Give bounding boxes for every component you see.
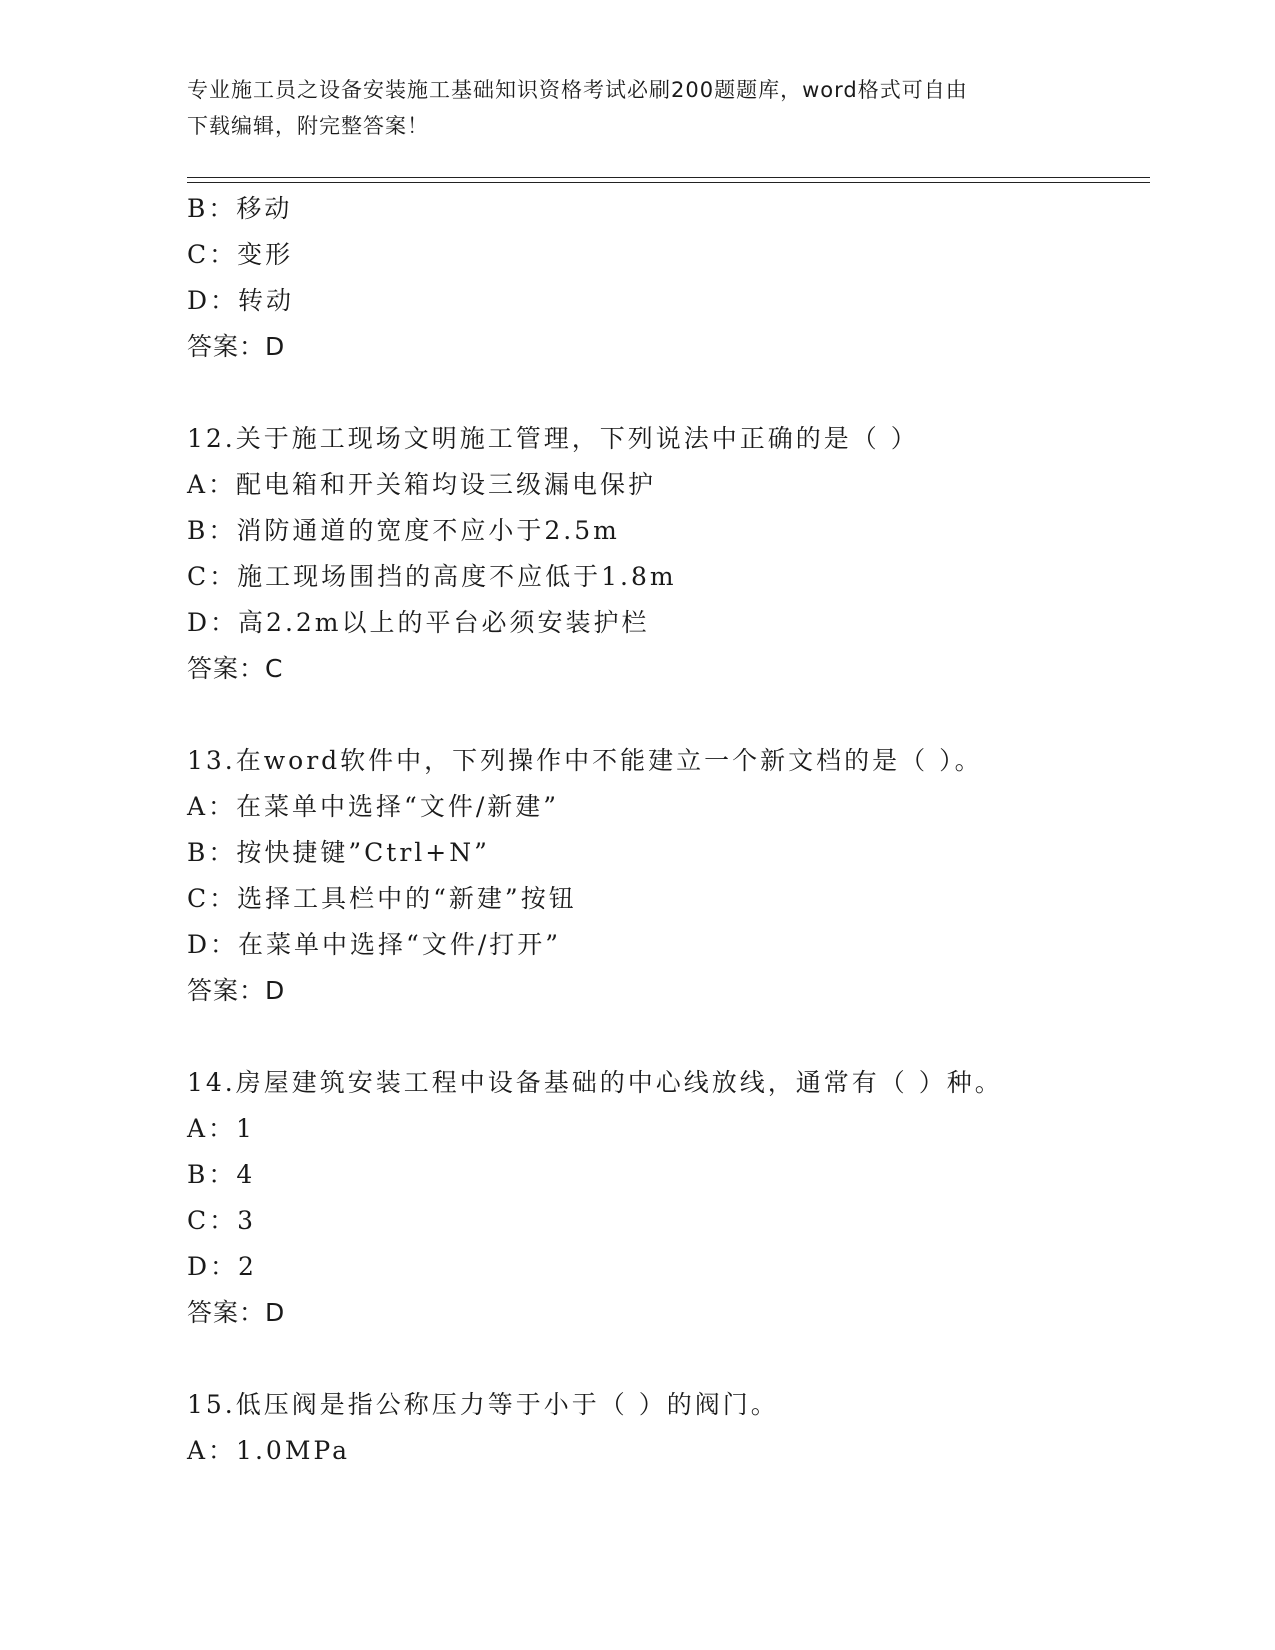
option-b: B：消防通道的宽度不应小于2.5m bbox=[187, 516, 620, 545]
answer-line: 答案：D bbox=[187, 976, 286, 1005]
option-d: D：在菜单中选择“文件/打开” bbox=[187, 930, 562, 959]
question-13 bbox=[187, 738, 1147, 1014]
option-a: A：1 bbox=[187, 1114, 255, 1143]
header-line-2: 下载编辑，附完整答案！ bbox=[187, 114, 429, 138]
option-b: B：移动 bbox=[187, 194, 293, 223]
question-stem: 12.关于施工现场文明施工管理，下列说法中正确的是（ ） bbox=[187, 424, 919, 453]
question-12 bbox=[187, 416, 1147, 692]
question-stem: 15.低压阀是指公称压力等于小于（ ）的阀门。 bbox=[187, 1390, 779, 1419]
header-divider-bottom bbox=[187, 182, 1150, 183]
question-15 bbox=[187, 1382, 1147, 1474]
option-b: B：4 bbox=[187, 1160, 256, 1189]
option-d: D：转动 bbox=[187, 286, 295, 315]
answer-line: 答案：C bbox=[187, 654, 284, 683]
option-b: B：按快捷键”Ctrl+N” bbox=[187, 838, 490, 867]
option-a: A：在菜单中选择“文件/新建” bbox=[187, 792, 560, 821]
question-stem: 13.在word软件中，下列操作中不能建立一个新文档的是（ ）。 bbox=[187, 746, 983, 775]
question-content bbox=[187, 186, 1147, 1474]
document-header bbox=[187, 72, 1067, 144]
option-d: D：高2.2m以上的平台必须安装护栏 bbox=[187, 608, 650, 637]
answer-line: 答案：D bbox=[187, 1298, 286, 1327]
answer-line: 答案：D bbox=[187, 332, 286, 361]
option-d: D：2 bbox=[187, 1252, 257, 1281]
option-a: A：1.0MPa bbox=[187, 1436, 351, 1465]
option-c: C：3 bbox=[187, 1206, 257, 1235]
header-line-1: 专业施工员之设备安装施工基础知识资格考试必刷200题题库，word格式可自由 bbox=[187, 78, 968, 102]
header-divider-top bbox=[187, 177, 1150, 178]
option-c: C：变形 bbox=[187, 240, 294, 269]
option-c: C：施工现场围挡的高度不应低于1.8m bbox=[187, 562, 677, 591]
question-11-tail bbox=[187, 186, 1147, 370]
question-14 bbox=[187, 1060, 1147, 1336]
option-a: A：配电箱和开关箱均设三级漏电保护 bbox=[187, 470, 657, 499]
question-stem: 14.房屋建筑安装工程中设备基础的中心线放线，通常有（ ）种。 bbox=[187, 1068, 1003, 1097]
option-c: C：选择工具栏中的“新建”按钮 bbox=[187, 884, 577, 913]
